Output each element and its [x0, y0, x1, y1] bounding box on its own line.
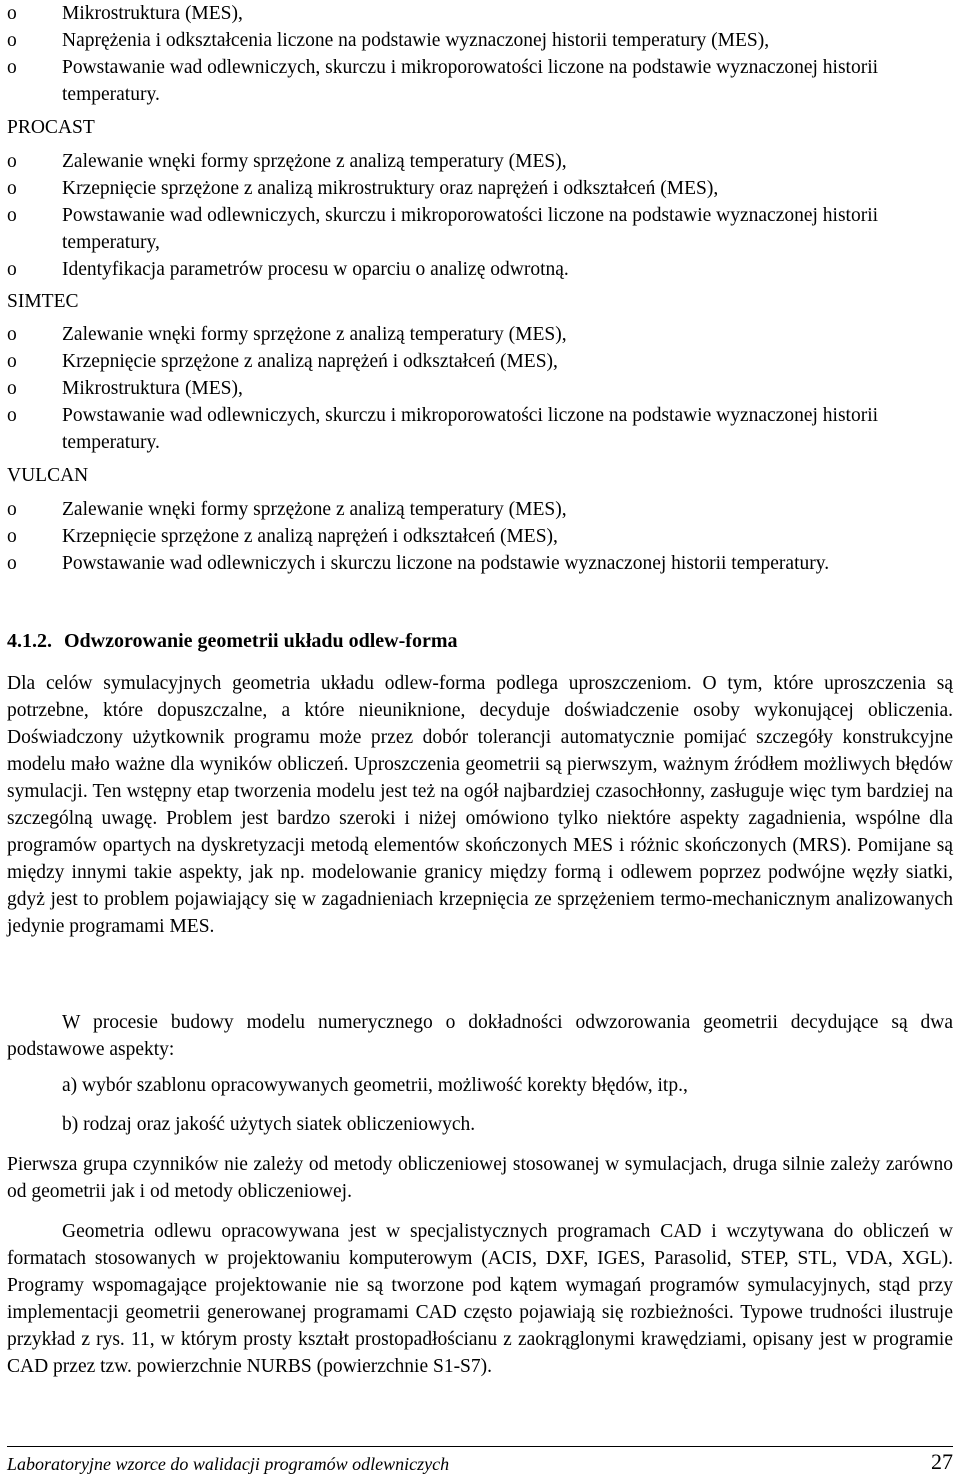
- list-item-text: Powstawanie wad odlewniczych i skurczu liczone na podstawie wyznaczonej historii temperatury.: [62, 553, 830, 574]
- list-item: [7, 550, 953, 577]
- simtec-heading: SIMTEC: [7, 291, 79, 312]
- list-item-text: Identyfikacja parametrów procesu w oparciu o analizę odwrotną.: [62, 259, 569, 280]
- list-mes-features: [7, 0, 953, 108]
- list-item-b: b) rodzaj oraz jakość użytych siatek obliczeniowych.: [62, 1114, 476, 1135]
- list-item-text: Krzepnięcie sprzężone z analizą naprężeń i odkształceń (MES),: [62, 526, 558, 547]
- bullet-icon: o: [7, 205, 17, 226]
- paragraph: W procesie budowy modelu numerycznego o dokładności odwzorowania geometrii decydujące są dwa podstawowe aspekty:: [7, 1012, 953, 1060]
- bullet-icon: o: [7, 526, 17, 547]
- list-item-text: Krzepnięcie sprzężone z analizą naprężeń i odkształceń (MES),: [62, 351, 558, 372]
- footer-title: Laboratoryjne wzorce do walidacji programów odlewniczych: [7, 1454, 450, 1474]
- bullet-icon: o: [7, 57, 17, 78]
- section-heading: [7, 628, 458, 655]
- list-item-text: Powstawanie wad odlewniczych, skurczu i mikroporowatości liczone na podstawie wyznaczonej historii temperatury.: [62, 57, 879, 105]
- list-item: [7, 175, 953, 202]
- page-number: 27: [931, 1449, 953, 1474]
- list-item: [7, 0, 953, 27]
- list-vulcan: [7, 496, 953, 577]
- paragraph: Geometria odlewu opracowywana jest w specjalistycznych programach CAD i wczytywana do obliczeń w formatach stosowanych w projektowaniu komputerowym (ACIS, DXF, IGES, Parasolid, STEP, STL, VDA, XGL). Programy wspomagające projektowanie nie są tworzone pod kątem wymagań programów symulacyjnych, stąd przy implementacji geometrii generowanej programami CAD często pojawiają się rozbieżności. Typowe trudności ilustruje przykład z rys. 11, w którym prosty kształt prostopadłościanu z zaokrąglonymi krawędziami, opisany jest w programie CAD przez tzw. powierzchnie NURBS (powierzchnie S1-S7).: [7, 1221, 953, 1377]
- list-item-text: Powstawanie wad odlewniczych, skurczu i mikroporowatości liczone na podstawie wyznaczonej historii temperatury,: [62, 205, 879, 253]
- list-item-text: Zalewanie wnęki formy sprzężone z analizą temperatury (MES),: [62, 499, 567, 520]
- list-item: [7, 54, 953, 108]
- list-item-text: Naprężenia i odkształcenia liczone na podstawie wyznaczonej historii temperatury (MES),: [62, 30, 770, 51]
- section-number: 4.1.2.: [7, 630, 52, 652]
- list-item: [7, 375, 953, 402]
- list-item-a: a) wybór szablonu opracowywanych geometrii, możliwość korekty błędów, itp.,: [62, 1075, 688, 1096]
- list-item: [7, 496, 953, 523]
- list-simtec: [7, 321, 953, 456]
- list-item-text: Krzepnięcie sprzężone z analizą mikrostruktury oraz naprężeń i odkształceń (MES),: [62, 178, 719, 199]
- list-item: [7, 256, 953, 283]
- list-item-text: Zalewanie wnęki formy sprzężone z analizą temperatury (MES),: [62, 151, 567, 172]
- bullet-icon: o: [7, 30, 17, 51]
- list-item: [7, 321, 953, 348]
- bullet-icon: o: [7, 553, 17, 574]
- list-item: [7, 27, 953, 54]
- bullet-icon: o: [7, 324, 17, 345]
- paragraph: Dla celów symulacyjnych geometria układu odlew-forma podlega uproszczeniom. O tym, które uproszczenia są potrzebne, które dopuszczalne, a które nieuniknione, decyduje doświadczenie osoby wykonującej obliczenia. Doświadczony użytkownik programu może przez dobór tolerancji automatycznie pomijać szczegóły konstrukcyjne modelu mało ważne dla wyników obliczeń. Uproszczenia geometrii są pierwszym, ważnym źródłem możliwych błędów symulacji. Ten wstępny etap tworzenia modelu jest też na ogół najbardziej czasochłonny, zasługuje więc tym bardziej na szczególną uwagę. Problem jest bardzo szeroki i niżej omówiono tylko niektóre aspekty zagadnienia, wspólne dla programów opartych na dyskretyzacji metodą elementów skończonych MES i różnic skończonych (MRS). Pomijane są między innymi takie aspekty, jak np. modelowanie granicy między formą i odlewem poprzez podwójne węzły siatki, gdyż jest to problem pojawiający się w zagadnieniach krzepnięcia ze sprzężeniem termo-mechanicznym analizowanych jedynie programami MES.: [7, 673, 953, 937]
- vulcan-heading: VULCAN: [7, 465, 89, 486]
- bullet-icon: o: [7, 378, 17, 399]
- bullet-icon: o: [7, 178, 17, 199]
- bullet-icon: o: [7, 259, 17, 280]
- bullet-icon: o: [7, 151, 17, 172]
- list-item: [7, 523, 953, 550]
- list-procast: [7, 148, 953, 283]
- list-item-text: Mikrostruktura (MES),: [62, 378, 243, 399]
- bullet-icon: o: [7, 499, 17, 520]
- list-item: [7, 402, 953, 456]
- list-item-text: Powstawanie wad odlewniczych, skurczu i mikroporowatości liczone na podstawie wyznaczonej historii temperatury.: [62, 405, 879, 453]
- list-item: [7, 148, 953, 175]
- list-item: [7, 348, 953, 375]
- bullet-icon: o: [7, 405, 17, 426]
- paragraph: Pierwsza grupa czynników nie zależy od metody obliczeniowej stosowanej w symulacjach, druga silnie zależy zarówno od geometrii jak i od metody obliczeniowej.: [7, 1154, 953, 1202]
- section-title: Odwzorowanie geometrii układu odlew-forma: [64, 630, 458, 652]
- procast-heading: PROCAST: [7, 117, 95, 138]
- bullet-icon: o: [7, 351, 17, 372]
- list-item: [7, 202, 953, 256]
- bullet-icon: o: [7, 3, 17, 24]
- list-item-text: Mikrostruktura (MES),: [62, 3, 243, 24]
- footer-divider: [7, 1446, 953, 1447]
- list-item-text: Zalewanie wnęki formy sprzężone z analizą temperatury (MES),: [62, 324, 567, 345]
